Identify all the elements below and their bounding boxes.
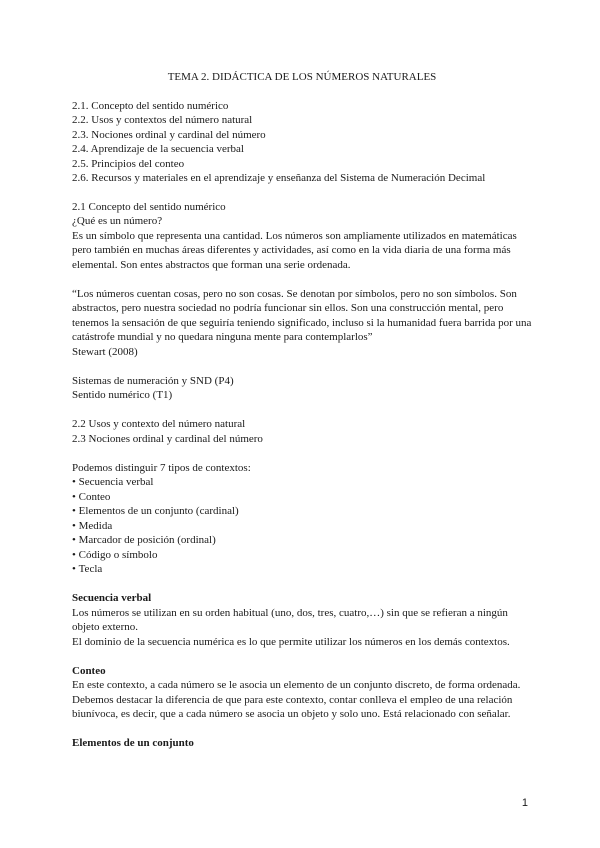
definition-paragraph: Es un símbolo que representa una cantidad. Los números son ampliamente utilizados en matemáticas pero también en muchas áreas diferentes y actividades, así como en la vida diaria de una forma más elemental. Son entes abstractos que forman una serie ordenada. [72,229,517,271]
document-title: TEMA 2. DIDÁCTICA DE LOS NÚMEROS NATURALES [167,71,437,83]
toc-item: 2.4. Aprendizaje de la secuencia verbal [72,143,244,155]
document-page [72,70,532,751]
list-item: • Secuencia verbal [72,475,532,490]
paragraph: El dominio de la secuencia numérica es lo que permite utilizar los números en los demás contextos. [72,635,510,648]
list-item: • Tecla [72,562,532,577]
reference-line: Sentido numérico (T1) [72,389,173,401]
contexts-list [72,475,532,577]
subsection-heading: Elementos de un conjunto [72,737,194,749]
subsection-heading: Secuencia verbal [72,592,152,604]
subsection-heading: Conteo [72,664,106,677]
question: ¿Qué es un número? [72,215,163,227]
toc-item: 2.1. Concepto del sentido numérico [72,99,229,112]
contexts-intro: Podemos distinguir 7 tipos de contextos: [72,461,251,474]
toc-item: 2.6. Recursos y materiales en el aprendizaje y enseñanza del Sistema de Numeración Decimal [72,172,486,184]
paragraph: En este contexto, a cada número se le asocia un elemento de un conjunto discreto, de forma ordenada. Debemos destacar la diferencia de que para este contexto, contar conlleva el empleo de una relación biunívoca, es decir, que a cada número se asocia un objeto y solo uno. Está relacionado con señalar. [72,679,521,720]
quote-citation: Stewart (2008) [72,345,138,358]
list-item: • Medida [72,519,532,534]
section-heading: 2.1 Concepto del sentido numérico [72,200,226,213]
list-item: • Conteo [72,490,532,505]
table-of-contents [72,99,532,186]
page-number: 1 [521,797,528,809]
toc-item: 2.2. Usos y contextos del número natural [72,114,253,126]
reference-line: Sistemas de numeración y SND (P4) [72,374,234,387]
toc-item: 2.5. Principios del conteo [72,157,185,170]
list-item: • Marcador de posición (ordinal) [72,533,532,548]
section-heading: 2.3 Nociones ordinal y cardinal del número [72,432,263,445]
paragraph: Los números se utilizan en su orden habitual (uno, dos, tres, cuatro,…) sin que se refieran a ningún objeto externo. [72,606,508,633]
list-item: • Elementos de un conjunto (cardinal) [72,504,532,519]
list-item: • Código o símbolo [72,548,532,563]
section-heading: 2.2 Usos y contexto del número natural [72,418,246,430]
toc-item: 2.3. Nociones ordinal y cardinal del número [72,128,266,141]
quote-paragraph: “Los números cuentan cosas, pero no son cosas. Se denotan por símbolos, pero no son símbolos. Son abstractos, pero nuestra sociedad no podría funcionar sin ellos. Son una construcción mental, pero tenemos la sensación de que seguiría teniendo significado, incluso si la humanidad fuera barrida por una catástrofe mundial y no quedara ninguna mente para contemplarlos” [72,287,532,343]
